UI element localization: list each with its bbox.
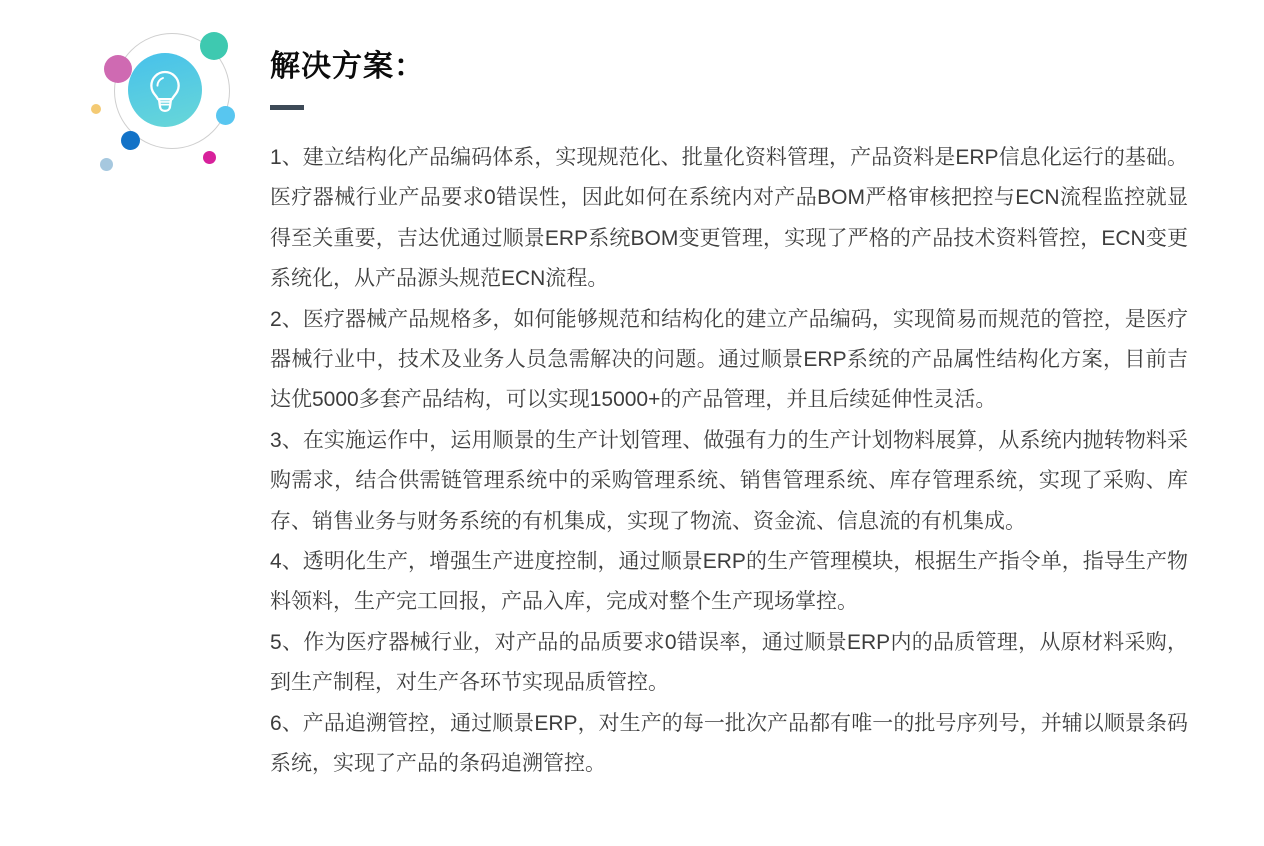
page-title: 解决方案： — [270, 50, 425, 83]
decorative-dot-sky — [216, 106, 235, 125]
decorative-dot-pink — [104, 55, 132, 83]
solution-paragraph-6: 6、产品追溯管控，通过顺景ERP，对生产的每一批次产品都有唯一的批号序列号，并辅以顺景条码系统，实现了产品的条码追溯管控。 — [270, 711, 1188, 776]
solution-paragraph-4: 4、透明化生产，增强生产进度控制，通过顺景ERP的生产管理模块，根据生产指令单，指导生产物料领料，生产完工回报，产品入库，完成对整个生产现场掌控。 — [270, 550, 1188, 614]
decorative-dot-darkblue — [121, 131, 140, 150]
solution-paragraph-1: 1、建立结构化产品编码体系，实现规范化、批量化资料管理，产品资料是ERP信息化运行的基础。医疗器械行业产品要求0错误性，因此如何在系统内对产品BOM严格审核把控与ECN流程监控就显得至关重要，吉达优通过顺景ERP系统BOM变更管理，实现了严格的产品技术资料管控，ECN变更系统化，从产品源头规范ECN流程。 — [270, 146, 1188, 291]
solution-paragraph-2: 2、医疗器械产品规格多，如何能够规范和结构化的建立产品编码，实现简易而规范的管控，是医疗器械行业中，技术及业务人员急需解决的问题。通过顺景ERP系统的产品属性结构化方案，目前吉达优5000多套产品结构，可以实现15000+的产品管理，并且后续延伸性灵活。 — [270, 307, 1188, 412]
title-underline — [270, 105, 304, 110]
solution-paragraphs — [270, 138, 1188, 785]
lightbulb-cluster — [0, 0, 260, 200]
decorative-dot-yellow — [91, 104, 101, 114]
decorative-dot-teal — [200, 32, 228, 60]
decorative-dot-magenta — [203, 151, 216, 164]
solution-paragraph-3: 3、在实施运作中，运用顺景的生产计划管理、做强有力的生产计划物料展算，从系统内抛转物料采购需求，结合供需链管理系统中的采购管理系统、销售管理系统、库存管理系统，实现了采购、库存、销售业务与财务系统的有机集成，实现了物流、资金流、信息流的有机集成。 — [270, 428, 1188, 533]
lightbulb-icon — [142, 67, 188, 113]
decorative-dot-steel — [100, 158, 113, 171]
solution-content — [270, 47, 1188, 785]
lightbulb-badge — [128, 53, 202, 127]
solution-paragraph-5: 5、作为医疗器械行业，对产品的品质要求0错误率，通过顺景ERP内的品质管理，从原材料采购，到生产制程，对生产各环节实现品质管控。 — [270, 630, 1188, 695]
